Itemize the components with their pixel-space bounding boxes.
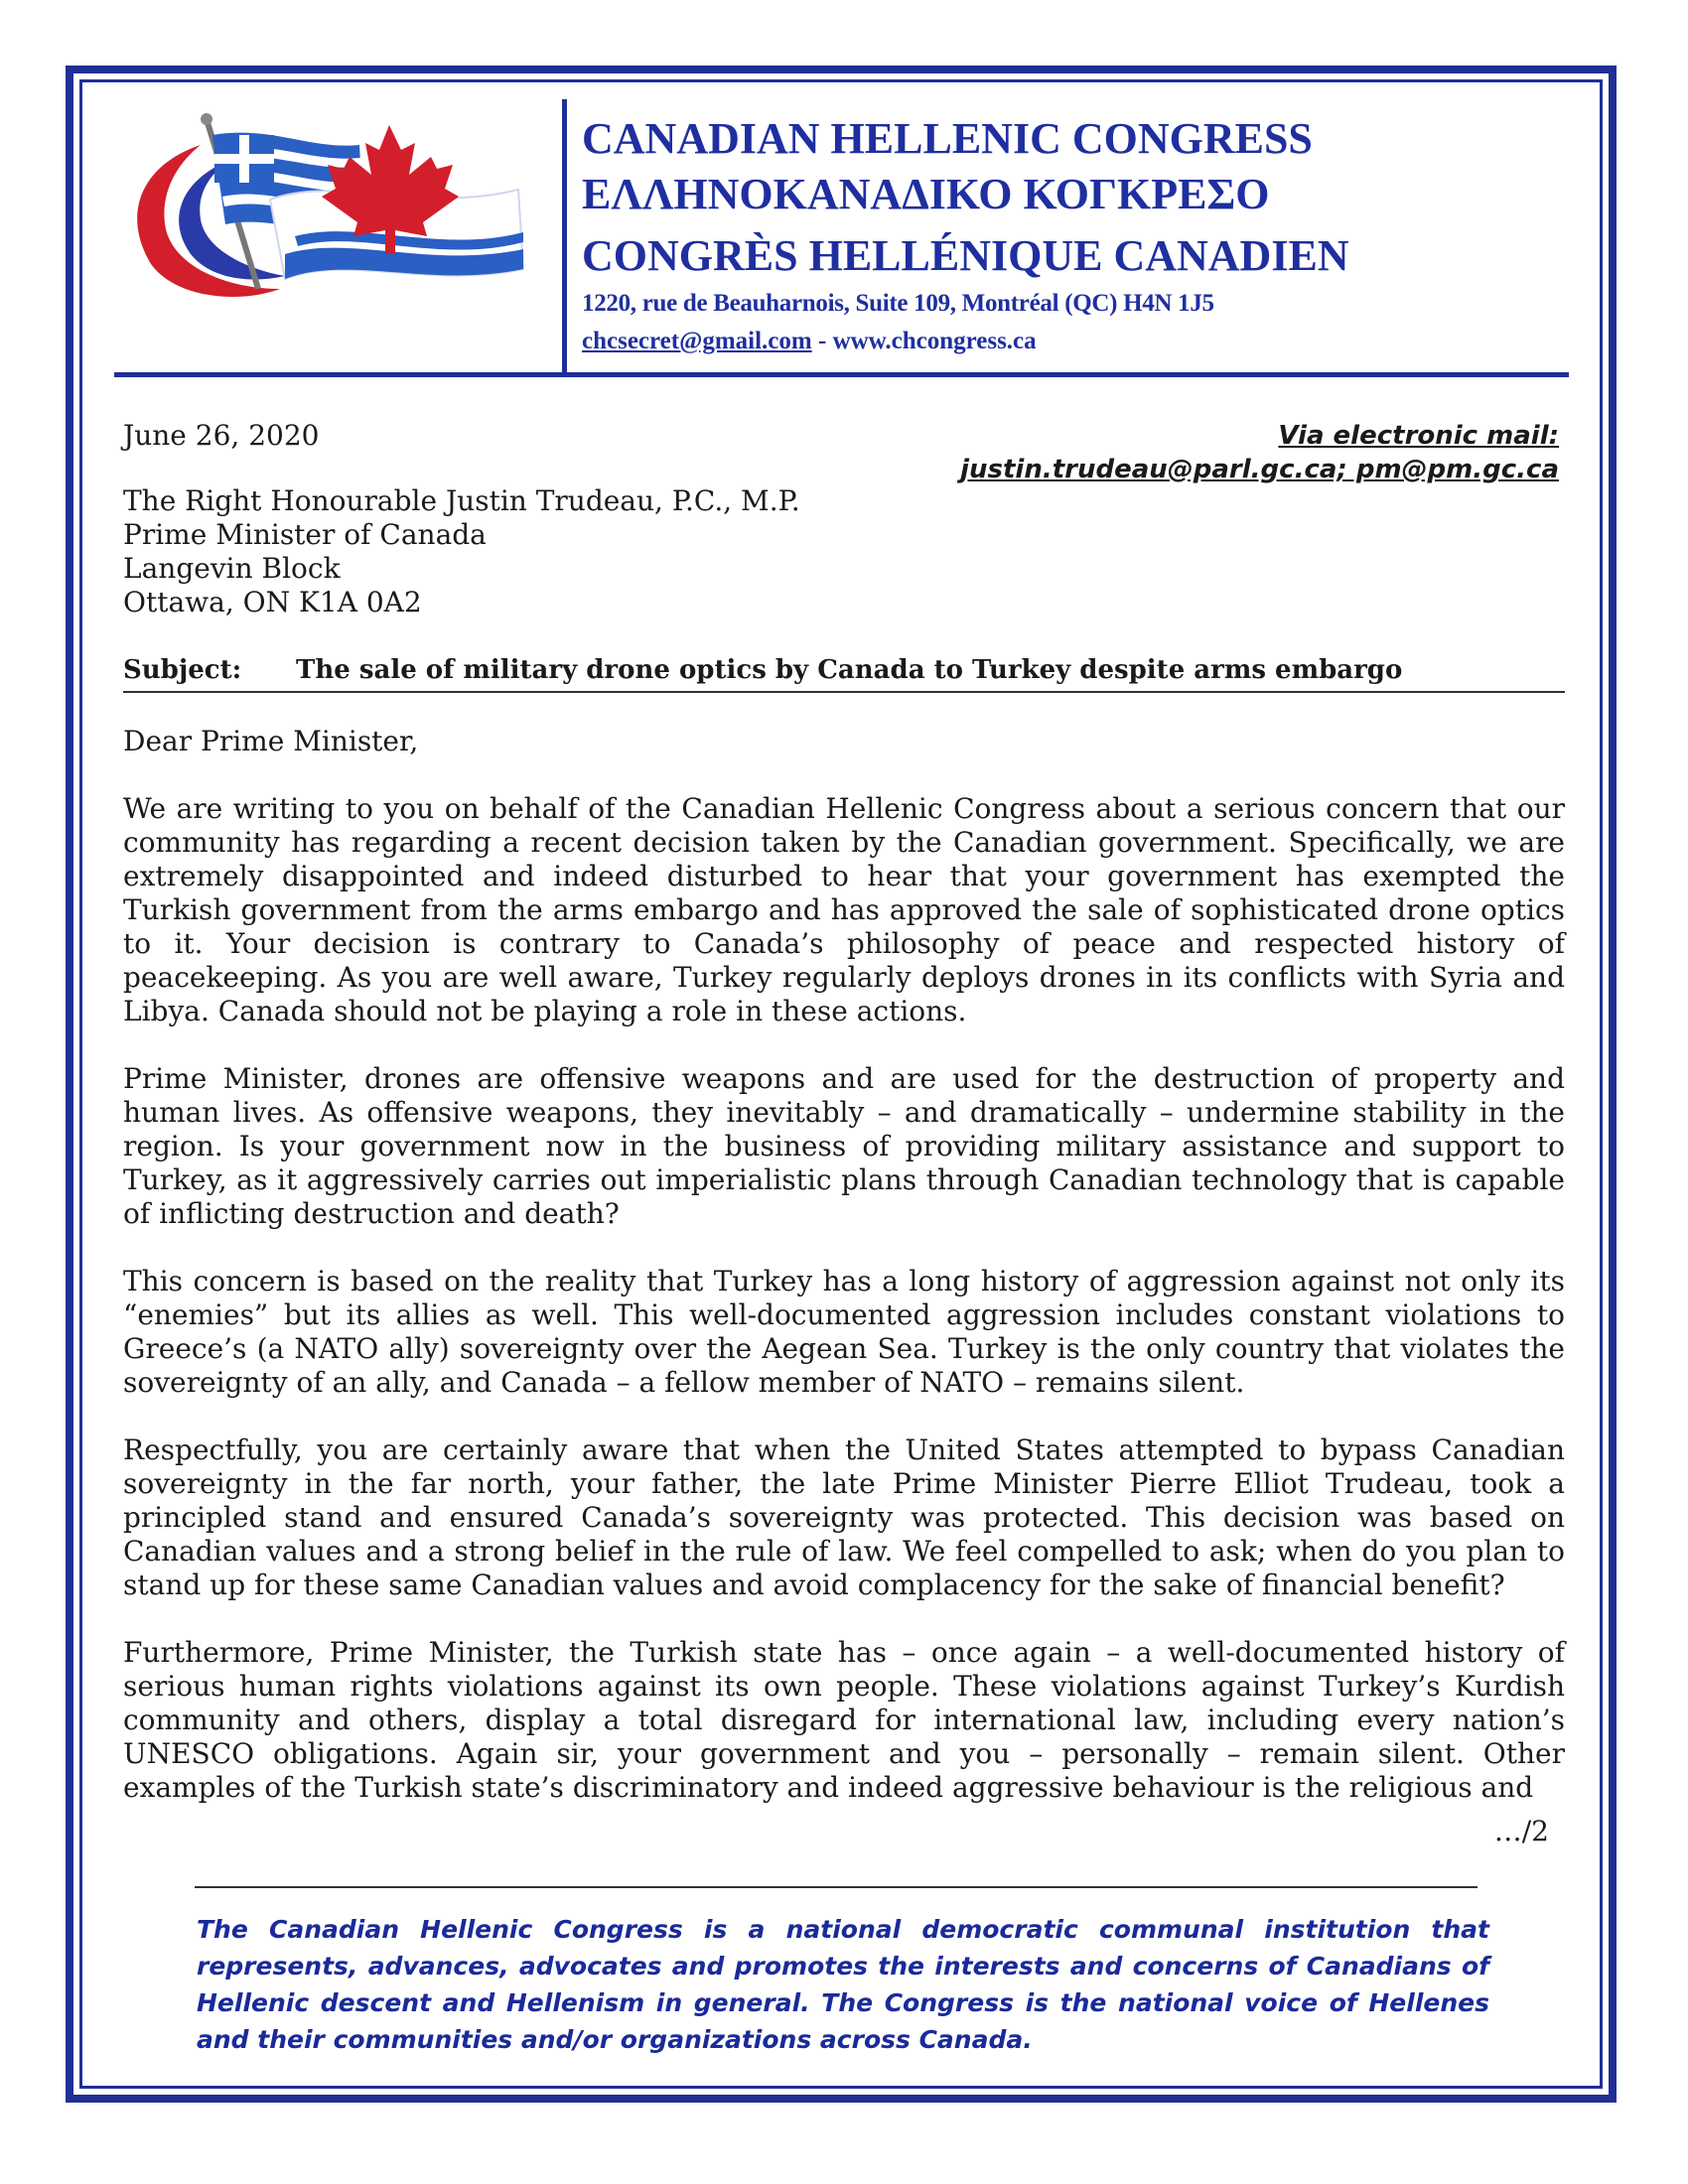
recipient-line: Ottawa, ON K1A 0A2 [123,586,422,618]
contact-separator: - [817,328,827,354]
org-website-link[interactable]: www.chcongress.ca [832,328,1037,354]
recipient-line: Prime Minister of Canada [123,518,487,551]
via-label: Via electronic mail: [1278,421,1559,451]
delivery-method [960,419,1559,486]
org-name-french: CONGRÈS HELLÉNIQUE CANADIEN [582,231,1349,280]
body-paragraph: Respectfully, you are certainly aware that when the United States attempted to bypass Canadian sovereignty in the far north, your father, the late Prime Minister Pierre Elliot Trudeau, took a principled stand and ensured Canada’s sovereignty was protected. This decision was based on Canadian values and a strong belief in the rule of law. We feel compelled to ask; when do you plan to stand up for these same Canadian values and avoid complacency for the sake of financial benefit? [123,1433,1565,1601]
footer-mission-statement: The Canadian Hellenic Congress is a national democratic communal institution that represents, advances, advocates and promotes the interests and concerns of Canadians of Hellenic descent and Hellenism in general. The Congress is the national voice of Hellenes and their communities and/or organizations across Canada. [197,1915,1489,2054]
body-paragraph: We are writing to you on behalf of the Canadian Hellenic Congress about a serious concern that our community has regarding a recent decision taken by the Canadian government. Specifically, we are extremely disappointed and indeed disturbed to hear that your government has exempted the Turkish government from the arms embargo and has approved the sale of sophisticated drone optics to it. Your decision is contrary to Canada’s philosophy of peace and respected history of peacekeeping. As you are well aware, Turkey regularly deploys drones in its conflicts with Syria and Libya. Canada should not be playing a role in these actions. [123,792,1565,1027]
recipient-line: Langevin Block [123,552,341,585]
org-name-greek: ΕΛΛΗΝΟΚΑΝΑΔΙΚΟ ΚΟΓΚΡΕΣΟ [582,170,1270,218]
body-paragraph: Furthermore, Prime Minister, the Turkish state has – once again – a well-documented history of serious human rights violations against its own people. These violations against Turkey’s Kurdish community and others, display a total disregard for international law, including every nation’s UNESCO obligations. Again sir, your government and you – personally – remain silent. Other examples of the Turkish state’s discriminatory and indeed aggressive behaviour is the religious and [123,1636,1565,1804]
body-paragraph: This concern is based on the reality that Turkey has a long history of aggression against not only its “enemies” but its allies as well. This well-documented aggression includes constant violations to Greece’s (a NATO ally) sovereignty over the Aegean Sea. Turkey is the only country that violates the sovereignty of an ally, and Canada – a fellow member of NATO – remains silent. [123,1265,1565,1399]
recipient-address [123,484,800,619]
body-paragraph: Prime Minister, drones are offensive weapons and are used for the destruction of property and human lives. As offensive weapons, they inevitably – and dramatically – undermine stability in the region. Is your government now in the business of providing military assistance and support to Turkey, as it aggressively carries out imperialistic plans through Canadian technology that is capable of inflicting destruction and death? [123,1062,1565,1230]
congress-logo-icon [121,105,538,309]
recipient-line: The Right Honourable Justin Trudeau, P.C., M.P. [123,484,800,517]
org-contact [582,328,1037,355]
subject-text: The sale of military drone optics by Canada to Turkey despite arms embargo [296,655,1403,685]
salutation: Dear Prime Minister, [123,725,419,757]
org-address: 1220, rue de Beauharnois, Suite 109, Montréal (QC) H4N 1J5 [582,290,1214,317]
org-email-link[interactable]: chcsecret@gmail.com [582,328,812,354]
page-continuation-marker: …/2 [1493,1815,1549,1847]
letter-date: June 26, 2020 [123,419,320,452]
subject-line [123,655,1565,693]
header-divider-horizontal [114,372,1569,377]
footer-divider [195,1886,1477,1888]
subject-label: Subject: [123,655,242,685]
org-name-english: CANADIAN HELLENIC CONGRESS [582,114,1313,163]
letter-body [123,725,1565,1839]
via-emails[interactable]: justin.trudeau@parl.gc.ca; pm@pm.gc.ca [960,455,1559,484]
header-divider-vertical [562,99,567,373]
